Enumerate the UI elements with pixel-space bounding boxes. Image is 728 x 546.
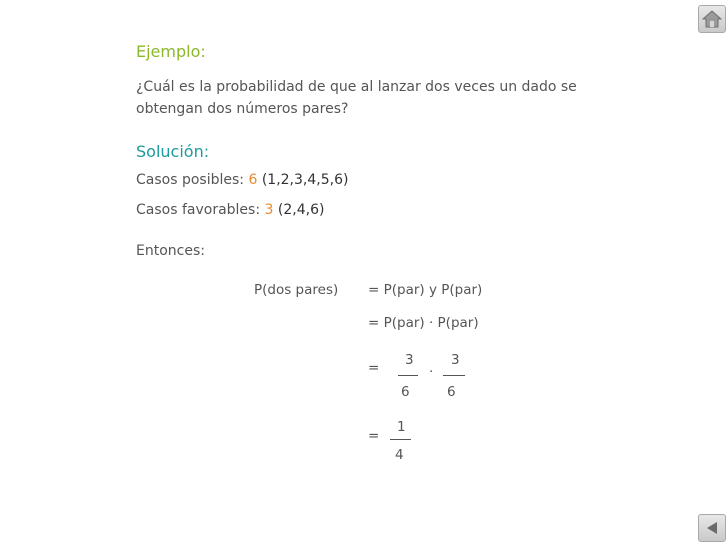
home-icon bbox=[702, 10, 722, 28]
back-button[interactable] bbox=[698, 514, 726, 542]
question-line-2: obtengan dos números pares? bbox=[136, 101, 349, 117]
step-4-equals: = bbox=[368, 428, 380, 444]
solution-heading: Solución: bbox=[136, 142, 210, 161]
possible-cases bbox=[136, 172, 348, 188]
formula-step-1: = P(par) y P(par) bbox=[368, 282, 483, 298]
home-button[interactable] bbox=[698, 5, 726, 33]
fraction-2-numerator: 3 bbox=[451, 352, 460, 368]
example-heading: Ejemplo: bbox=[136, 42, 206, 61]
then-label: Entonces: bbox=[136, 243, 205, 259]
fraction-2-denominator: 6 bbox=[447, 384, 456, 400]
formula-step-2: = P(par) · P(par) bbox=[368, 315, 479, 331]
favorable-cases-set: (2,4,6) bbox=[273, 202, 325, 218]
step-3-equals: = bbox=[368, 360, 380, 376]
favorable-cases-label: Casos favorables: bbox=[136, 202, 265, 218]
fraction-2-bar bbox=[443, 375, 465, 376]
fraction-1-denominator: 6 bbox=[401, 384, 410, 400]
result-numerator: 1 bbox=[397, 419, 406, 435]
result-denominator: 4 bbox=[395, 447, 404, 463]
back-arrow-icon bbox=[704, 520, 720, 536]
formula-lhs: P(dos pares) bbox=[254, 282, 339, 298]
favorable-cases-count: 3 bbox=[264, 202, 274, 218]
result-fraction-bar bbox=[390, 439, 411, 440]
multiply-dot: · bbox=[429, 364, 434, 380]
possible-cases-label: Casos posibles: bbox=[136, 172, 249, 188]
possible-cases-count: 6 bbox=[248, 172, 258, 188]
fraction-1-bar bbox=[398, 375, 418, 376]
fraction-1-numerator: 3 bbox=[405, 352, 414, 368]
favorable-cases bbox=[136, 202, 324, 218]
possible-cases-set: (1,2,3,4,5,6) bbox=[257, 172, 349, 188]
question-line-1: ¿Cuál es la probabilidad de que al lanzar dos veces un dado se bbox=[136, 79, 577, 95]
